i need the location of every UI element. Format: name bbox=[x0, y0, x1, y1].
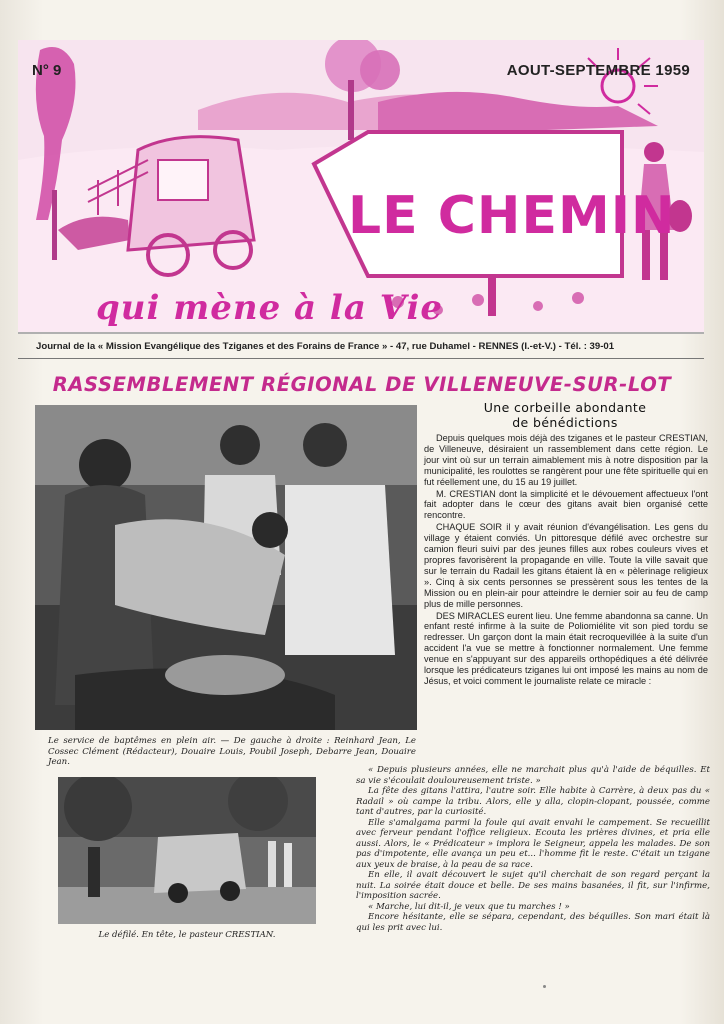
quote-paragraph: En elle, il avait découvert le sujet qu'il cherchait de son regard perçant la nuit. La soirée était douce et belle. De ses mains basanées, il fit, sur l'infirme, l'imposition sacrée. bbox=[356, 870, 710, 901]
article-title-line2: de bénédictions bbox=[512, 415, 618, 430]
article-quote bbox=[356, 765, 710, 933]
baptism-photo bbox=[35, 405, 417, 730]
newspaper-title: LE CHEMIN bbox=[348, 186, 676, 246]
quote-paragraph: La fête des gitans l'attira, l'autre soir. Elle habite à Carrère, à deux pas du « Radail » où campe la tribu. Alors, elle y alla, clopin-clopant, poussée, comme tant d'autres, par la curiosité. bbox=[356, 786, 710, 817]
article-paragraph: Depuis quelques mois déjà des tziganes et le pasteur CRESTIAN, de Villeneuve, désiraient un rassemblement dans cette région. Le jour vint où sur un terrain aimablement mis à notre disposition par la municipalité, les roulottes se rangèrent pour une fête spirituelle qui en fut réellement une, du 15 au 19 juillet. bbox=[424, 433, 708, 487]
issue-date: AOUT-SEPTEMBRE 1959 bbox=[506, 62, 690, 79]
baptism-photo-image bbox=[35, 405, 417, 730]
quote-paragraph: « Depuis plusieurs années, elle ne marchait plus qu'à l'aide de béquilles. Et sa vie s'écoulait douloureusement triste. » bbox=[356, 765, 710, 786]
parade-photo-caption: Le défilé. En tête, le pasteur CRESTIAN. bbox=[98, 930, 276, 940]
paper-speck bbox=[543, 985, 546, 988]
parade-photo bbox=[58, 777, 316, 924]
divider bbox=[18, 358, 704, 359]
article-title-line1: Une corbeille abondante bbox=[483, 400, 647, 415]
article-paragraph: DES MIRACLES eurent lieu. Une femme abandonna sa canne. Un enfant resté infirme à la suite de Poliomiélite vit son pied tordu se redresser. Un garçon dont la main était recroquevillée à la suite d'un accident l'a vue se mettre à fonctionner normalement. Une femme venue en s'appuyant sur des appareils orthopédiques a été délivrée lorsque les prédicateurs tziganes lui ont imposé les mains au nom de Jésus, et voici comment le journaliste relate ce miracle : bbox=[424, 610, 708, 686]
issue-number: N° 9 bbox=[32, 62, 62, 79]
quote-paragraph: « Marche, lui dit-il, je veux que tu marches ! » bbox=[368, 901, 570, 912]
main-headline: RASSEMBLEMENT RÉGIONAL DE VILLENEUVE-SUR-LOT bbox=[52, 373, 672, 396]
article-paragraph: M. CRESTIAN dont la simplicité et le dévouement affectueux l'ont fait adopter dans le cœur des gitans avait bien organisé cette rencontre. bbox=[424, 488, 708, 521]
quote-paragraph: Encore hésitante, elle se sépara, cependant, des béquilles. Son mari était là qui les prit avec lui. bbox=[356, 912, 710, 933]
newspaper-subtitle: qui mène à la Vie bbox=[96, 288, 444, 328]
masthead bbox=[18, 40, 704, 334]
quote-paragraph: Elle s'amalgama parmi la foule qui avait envahi le campement. Se recueillit avec ferveur pendant l'office religieux. Ecouta les prières divines, et pria elle aussi. Alors, le « Prédicateur » implora le Seigneur, appela les malades. De son pas d'impotente, elle avança un peu et... l'homme fit le reste. C'était un tzigane aux yeux de braise, à la peau de sa race. bbox=[356, 817, 710, 870]
article-title bbox=[422, 400, 708, 430]
article-body bbox=[424, 433, 708, 688]
journal-publisher-line: Journal de la « Mission Evangélique des Tziganes et des Forains de France » - 47, rue Duhamel - RENNES (I.-et-V.) - Tél. : 39-01 bbox=[36, 341, 615, 352]
article-paragraph: CHAQUE SOIR il y avait réunion d'évangélisation. Les gens du village y étaient conviés. Un pittoresque défilé avec orchestre sur camion fleuri suivi par des jeunes filles aux robes couleurs vives et propres favorisèrent la propagande en ville. Toute la ville savait que sur le terrain du Radail les gitans étaient là en « pèlerinage religieux ». Cinq à six cents personnes se pressèrent sous les tentes de la Mission ou en plein-air pour atteindre le dernier soir au feu de camp plus de mille personnes. bbox=[424, 522, 708, 609]
parade-photo-image bbox=[58, 777, 316, 924]
baptism-photo-caption: Le service de baptêmes en plein air. — De gauche à droite : Reinhard Jean, Le Cossec Clément (Rédacteur), Douaire Louis, Poubil Joseph, Debarre Jean, Douaire Jean. bbox=[48, 736, 416, 767]
